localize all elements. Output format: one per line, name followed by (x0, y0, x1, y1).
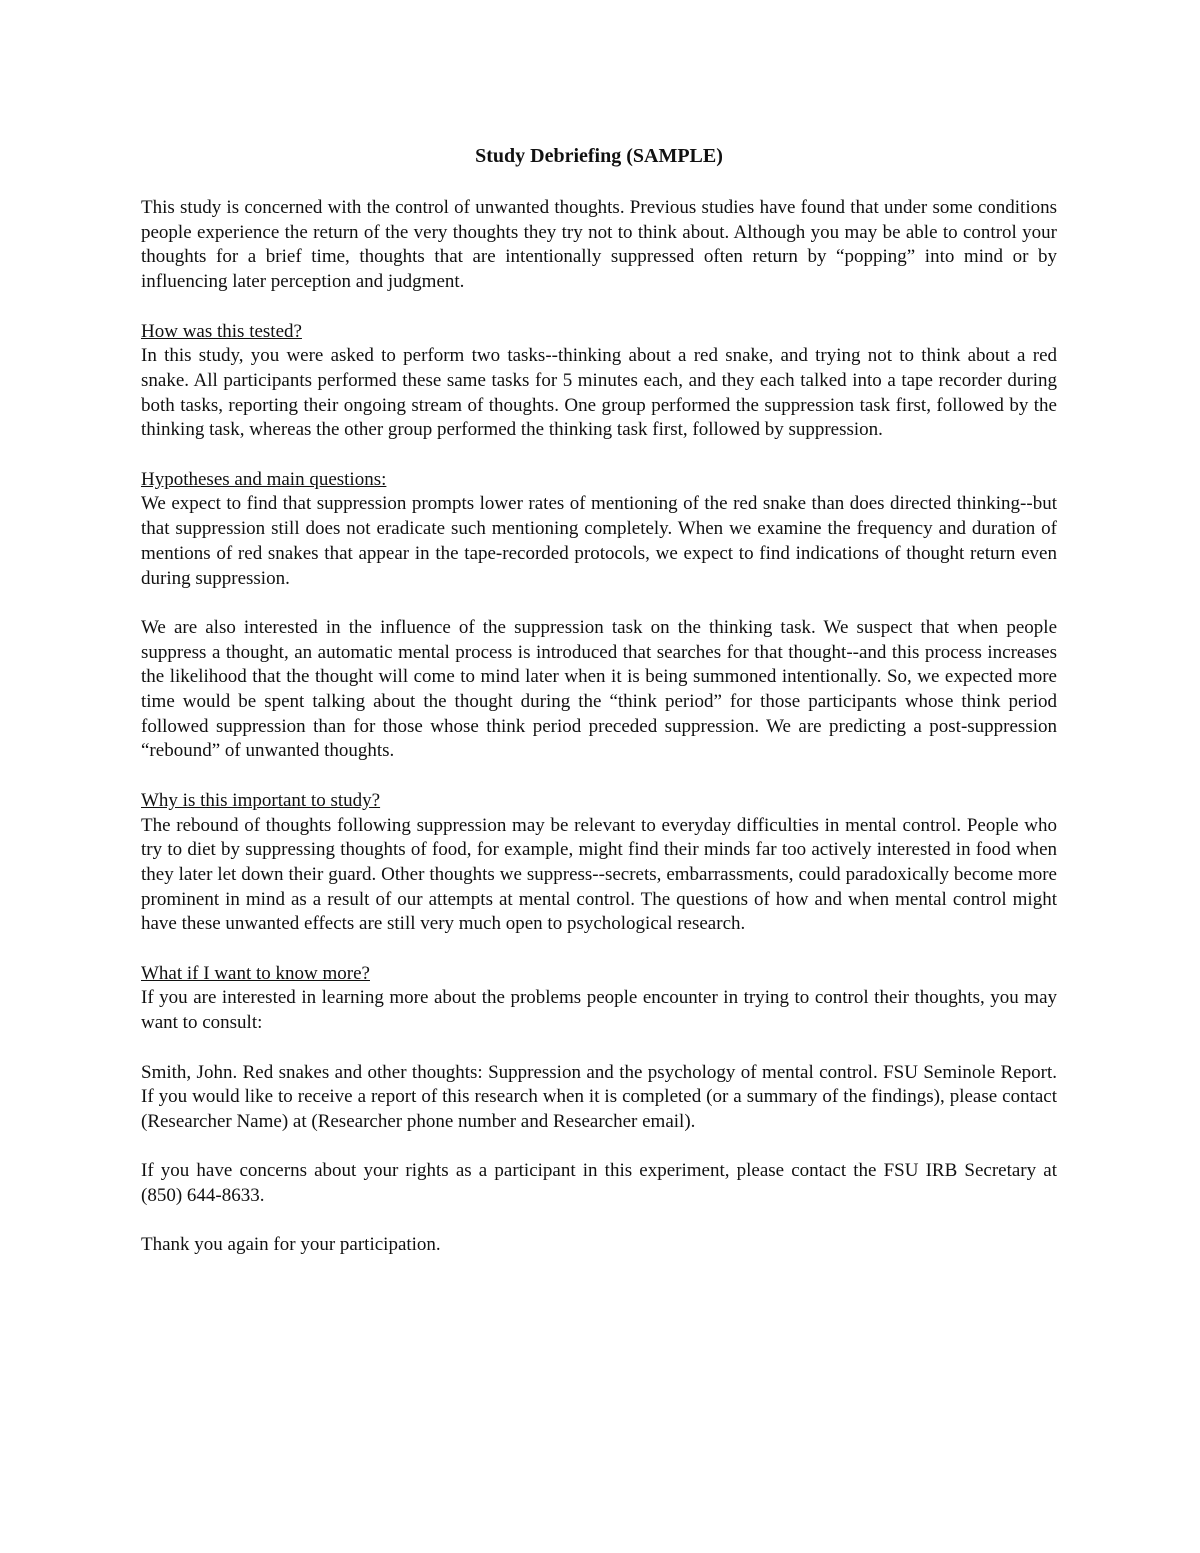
intro-paragraph: This study is concerned with the control of unwanted thoughts. Previous studies have found that under some conditions people experience the return of the very thoughts they try not to think about. Although you may be able to control your thoughts for a brief time, thoughts that are intentionally suppressed often return by “popping” into mind or by influencing later perception and judgment. (141, 197, 1057, 293)
page-title: Study Debriefing (SAMPLE) (475, 145, 723, 167)
thanks-paragraph: Thank you again for your participation. (141, 1234, 441, 1256)
concerns-paragraph: If you have concerns about your rights as a participant in this experiment, please contact the FSU IRB Secretary at (850) 644-8633. (141, 1160, 1057, 1207)
reference-paragraph: Smith, John. Red snakes and other thoughts: Suppression and the psychology of mental control. FSU Seminole Report. If you would like to receive a report of this research when it is completed (or a summary of the findings), please contact (Researcher Name) at (Researcher phone number and Researcher email). (141, 1061, 1057, 1132)
section-paragraph: We expect to find that suppression prompts lower rates of mentioning of the red snake than does directed thinking--but that suppression still does not eradicate such mentioning completely. When we examine the frequency and duration of mentions of red snakes that appear in the tape-recorded protocols, we expect to find indications of thought return even during suppression. (141, 493, 1057, 589)
section-paragraph: In this study, you were asked to perform two tasks--thinking about a red snake, and trying not to think about a red snake. All participants performed these same tasks for 5 minutes each, and they each talked into a tape recorder during both tasks, reporting their ongoing stream of thoughts. One group performed the suppression task first, followed by the thinking task, whereas the other group performed the thinking task first, followed by suppression. (141, 345, 1057, 441)
section-paragraph: If you are interested in learning more about the problems people encounter in trying to control their thoughts, you may want to consult: (141, 987, 1057, 1034)
section-hypotheses (141, 468, 1057, 592)
section-heading: Why is this important to study? (141, 789, 381, 811)
section-heading: What if I want to know more? (141, 962, 370, 984)
section-heading: How was this tested? (141, 320, 302, 342)
section-know-more (141, 962, 1057, 1036)
section-paragraph: The rebound of thoughts following suppression may be relevant to everyday difficulties in mental control. People who try to diet by suppressing thoughts of food, for example, might find their minds far too actively interested in food when they later let down their guard. Other thoughts we suppress--secrets, embarrassments, could paradoxically become more prominent in mind as a result of our attempts at mental control. The questions of how and when mental control might have these unwanted effects are still very much open to psychological research. (141, 814, 1057, 935)
section-how-tested (141, 320, 1057, 444)
section-importance (141, 789, 1057, 937)
section-heading: Hypotheses and main questions: (141, 468, 387, 490)
hypotheses-paragraph-2: We are also interested in the influence of the suppression task on the thinking task. We suspect that when people suppress a thought, an automatic mental process is introduced that searches for that thought--and this process increases the likelihood that the thought will come to mind later when it is being summoned intentionally. So, we expected more time would be spent talking about the thought during the “think period” for those participants whose think period followed suppression than for those whose think period preceded suppression. We are predicting a post-suppression “rebound” of unwanted thoughts. (141, 616, 1057, 762)
document-body (141, 142, 1057, 1283)
